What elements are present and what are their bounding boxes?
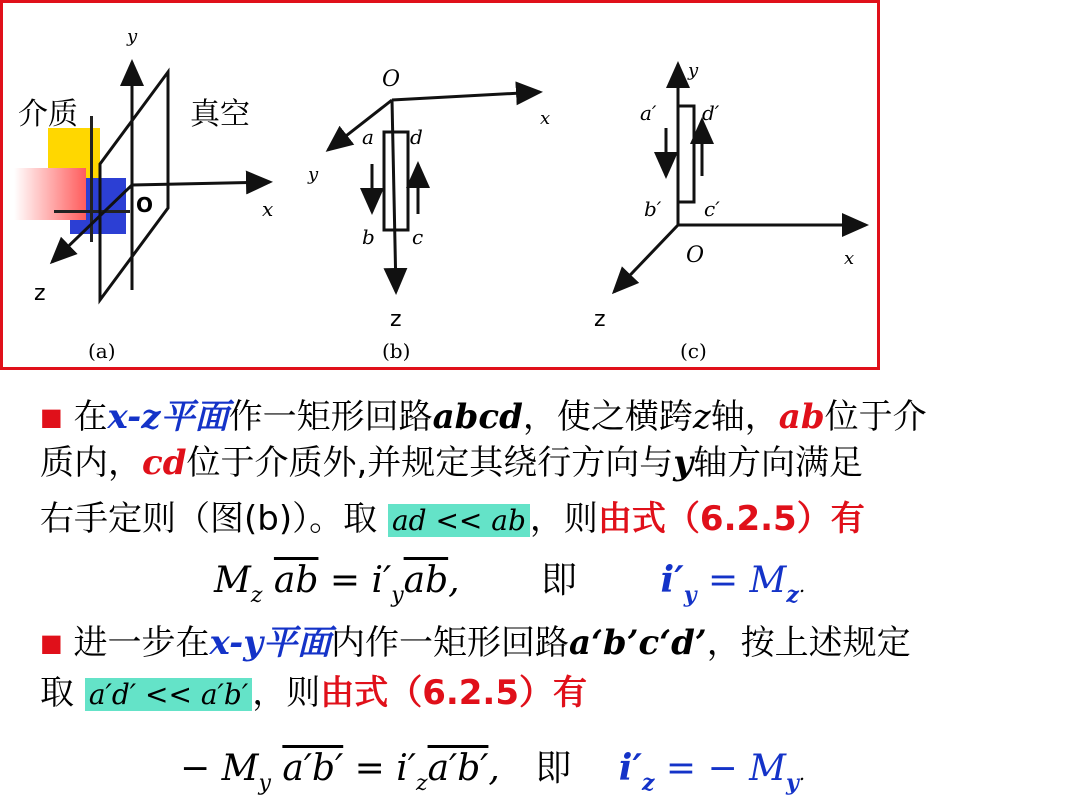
- figure-a-caption: (a): [88, 339, 116, 363]
- figure-a-origin-label: O: [136, 193, 154, 217]
- figure-a-z-label: z: [34, 281, 46, 306]
- figure-c-origin-label: O: [686, 243, 705, 268]
- figure-c-diagram: [614, 64, 866, 292]
- para2-line2: [40, 672, 587, 716]
- para2-t3: ，按上述规定: [706, 623, 911, 663]
- figure-panel: [0, 0, 880, 370]
- figure-b-x-label: x: [540, 108, 551, 129]
- figure-c-caption: (c): [680, 339, 707, 363]
- figure-a-y-label: y: [127, 26, 138, 47]
- para1-t1: 在: [73, 397, 108, 437]
- bullet-icon: ■: [40, 403, 63, 431]
- para1-t2: 作一矩形回路: [228, 397, 433, 437]
- para1-line2-c: 轴方向满足: [693, 443, 864, 483]
- figure-a-vacuum-label: 真空: [190, 97, 250, 132]
- figure-b-y-label: y: [308, 164, 319, 185]
- para2-t2: 内作一矩形回路: [331, 623, 570, 663]
- para1-line3-b: ，则: [529, 499, 598, 539]
- para1-line3-a: 右手定则（图(b)）。取: [40, 499, 378, 539]
- equation-1: $M_z$ $\overline{ab} = i'_y\overline{ab}$, 即 $i'_y = M_z$.: [214, 559, 806, 608]
- para2-line2-a: 取: [40, 673, 74, 713]
- para1-t4: 轴，: [710, 397, 779, 437]
- figure-a-x-label: x: [262, 197, 274, 221]
- para1-loop: abcd: [432, 397, 523, 437]
- para2-line1: [40, 622, 911, 664]
- bullet-icon: ■: [40, 629, 63, 657]
- figure-a-medium-label: 介质: [18, 97, 78, 132]
- para1-t5: 位于介: [824, 397, 927, 437]
- para1-cd: cd: [142, 443, 187, 483]
- figure-b-diagram: [328, 92, 540, 292]
- para2-plane: x-y平面: [209, 623, 332, 663]
- para1-line1: [40, 396, 927, 438]
- para2-condition: a′d′ << a′b′: [85, 678, 252, 711]
- figure-b-caption: (b): [382, 339, 411, 363]
- figure-b-z-label: z: [390, 307, 402, 332]
- para1-t3: ，使之横跨: [522, 397, 693, 437]
- para1-axis: z: [692, 397, 711, 437]
- figure-c-y-label: y: [688, 60, 699, 81]
- para1-condition: ad << ab: [388, 504, 530, 537]
- equation-2: − $M_y$ $a'b' = i'_za'b'$, 即 $i'_z$ = − $M_y$.: [180, 747, 806, 796]
- para1-yaxis: y: [673, 443, 694, 483]
- figure-c-corner-a: a′: [640, 101, 657, 125]
- para1-line3: [40, 498, 865, 542]
- para1-plane: x-z平面: [107, 397, 229, 437]
- figure-c-z-label: z: [594, 307, 606, 332]
- para1-line2: [40, 442, 863, 484]
- figure-c-corner-c: c′: [704, 197, 720, 221]
- figure-c-corner-b: b′: [644, 197, 662, 221]
- para2-line2-b: ，则: [252, 673, 321, 713]
- para1-line2-a: 质内，: [40, 443, 142, 483]
- figure-b-corner-d: d: [410, 125, 423, 149]
- para1-ab: ab: [778, 397, 825, 437]
- figure-b-corner-b: b: [362, 225, 375, 249]
- figure-b-corner-c: c: [412, 225, 424, 249]
- figure-b-corner-a: a: [362, 125, 374, 149]
- para2-reference: 由式（6.2.5）有: [320, 673, 588, 713]
- figure-b-origin-label: O: [382, 67, 401, 92]
- para2-t1: 进一步在: [73, 623, 210, 663]
- para1-line2-b: 位于介质外,并规定其绕行方向与: [186, 443, 674, 483]
- para1-reference: 由式（6.2.5）有: [597, 499, 865, 539]
- figure-c-corner-d: d′: [702, 101, 720, 125]
- para2-loop: a‘b’c‘d’: [569, 623, 707, 663]
- figure-c-x-label: x: [844, 248, 855, 269]
